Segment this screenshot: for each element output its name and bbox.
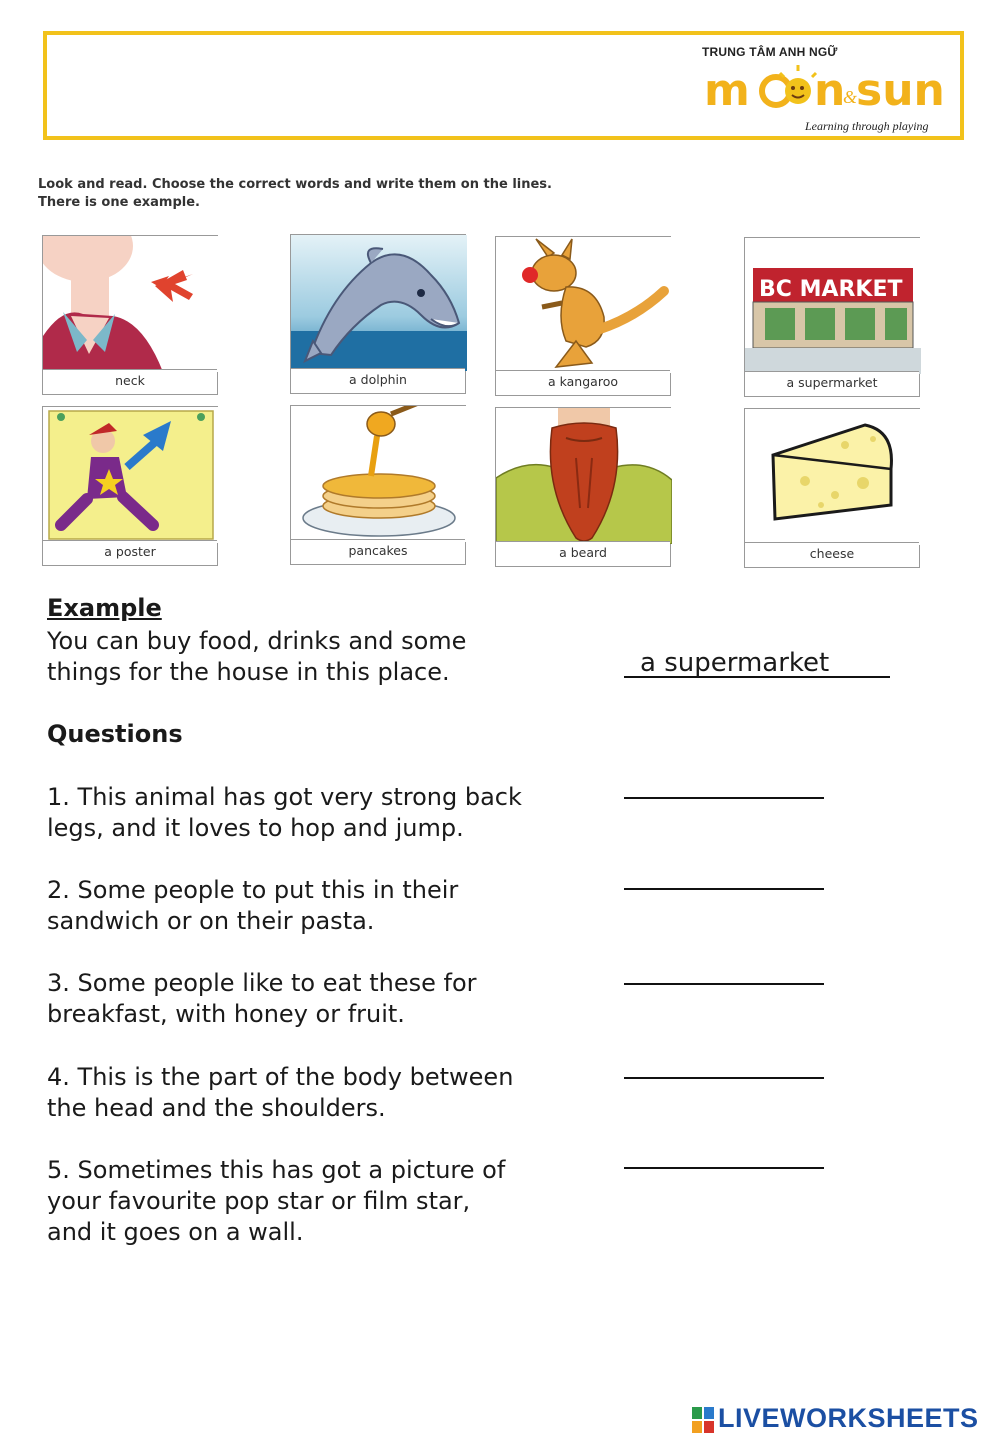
- caption-cheese: cheese: [745, 542, 919, 567]
- answer-line-3[interactable]: [624, 983, 824, 985]
- answer-line-2[interactable]: [624, 888, 824, 890]
- caption-neck: neck: [43, 369, 217, 394]
- example-line-1: You can buy food, drinks and some: [47, 627, 467, 655]
- picture-dolphin: [290, 234, 466, 394]
- cheese-illustration: [745, 409, 921, 545]
- caption-dolphin: a dolphin: [291, 368, 465, 393]
- header-box: [43, 31, 964, 140]
- picture-poster: [42, 406, 218, 566]
- caption-pancakes: pancakes: [291, 539, 465, 564]
- pancakes-illustration: [291, 406, 467, 542]
- svg-text:sun: sun: [856, 65, 945, 116]
- liveworksheets-icon: [692, 1407, 714, 1433]
- supermarket-illustration: [745, 238, 921, 374]
- caption-supermarket: a supermarket: [745, 371, 919, 396]
- question-5-line-2: your favourite pop star or film star,: [47, 1187, 471, 1215]
- dolphin-illustration: [291, 235, 467, 371]
- picture-kangaroo: [495, 236, 671, 396]
- example-answer: a supermarket: [624, 648, 890, 678]
- question-2-line-2: sandwich or on their pasta.: [47, 907, 375, 935]
- moon-sun-logo: [702, 59, 952, 119]
- question-4-line-1: 4. This is the part of the body between: [47, 1063, 514, 1091]
- poster-illustration: [43, 407, 219, 543]
- question-2-line-1: 2. Some people to put this in their: [47, 876, 459, 904]
- picture-cheese: [744, 408, 920, 568]
- brand-tagline: Learning through playing: [805, 119, 929, 133]
- answer-line-1[interactable]: [624, 797, 824, 799]
- neck-illustration: [43, 236, 219, 372]
- market-sign-text: BC MARKET: [759, 277, 903, 302]
- caption-kangaroo: a kangaroo: [496, 370, 670, 395]
- svg-text:m: m: [704, 65, 750, 116]
- question-5-line-1: 5. Sometimes this has got a picture of: [47, 1156, 506, 1184]
- picture-neck: [42, 235, 218, 395]
- svg-text:&: &: [843, 87, 858, 107]
- question-5-line-3: and it goes on a wall.: [47, 1218, 304, 1246]
- caption-beard: a beard: [496, 541, 670, 566]
- question-3-line-1: 3. Some people like to eat these for: [47, 969, 477, 997]
- caption-poster: a poster: [43, 540, 217, 565]
- question-1-line-2: legs, and it loves to hop and jump.: [47, 814, 464, 842]
- answer-line-4[interactable]: [624, 1077, 824, 1079]
- example-line-2: things for the house in this place.: [47, 658, 450, 686]
- liveworksheets-brand[interactable]: LIVEWORKSHEETS: [718, 1403, 979, 1433]
- kangaroo-illustration: [496, 237, 672, 373]
- picture-pancakes: [290, 405, 466, 565]
- answer-line-5[interactable]: [624, 1167, 824, 1169]
- instructions-line-2: There is one example.: [38, 195, 200, 210]
- question-1-line-1: 1. This animal has got very strong back: [47, 783, 522, 811]
- brand-top-text: TRUNG TÂM ANH NGỮ: [702, 45, 838, 59]
- instructions: [38, 176, 552, 212]
- svg-text:n: n: [814, 65, 846, 116]
- beard-illustration: [496, 408, 672, 544]
- example-heading: Example: [47, 594, 162, 622]
- question-4-line-2: the head and the shoulders.: [47, 1094, 386, 1122]
- instructions-line-1: Look and read. Choose the correct words and write them on the lines.: [38, 177, 552, 192]
- questions-heading: Questions: [47, 720, 183, 748]
- question-3-line-2: breakfast, with honey or fruit.: [47, 1000, 405, 1028]
- picture-beard: [495, 407, 671, 567]
- picture-supermarket: [744, 237, 920, 397]
